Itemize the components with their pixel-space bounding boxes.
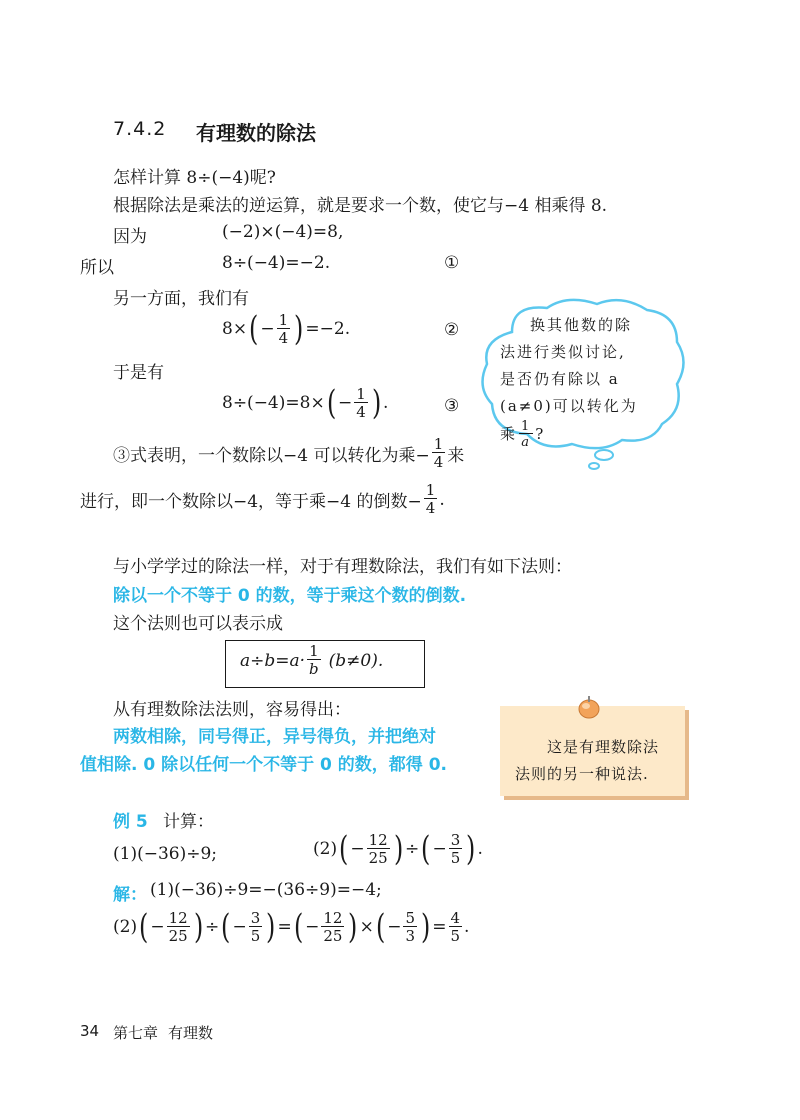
denominator: 25: [323, 926, 343, 945]
denominator: 5: [450, 848, 461, 867]
section-title: 有理数的除法: [196, 121, 316, 145]
right-paren: ): [420, 907, 431, 947]
numerator: 1: [433, 435, 444, 453]
eq3-left: 8÷(−4)=8×: [222, 393, 325, 413]
denominator: b: [309, 660, 319, 678]
fraction: [449, 908, 463, 945]
problem-1: (1)(−36)÷9;: [113, 844, 218, 864]
minus: −: [305, 917, 320, 937]
numerator: 12: [323, 908, 343, 927]
page-number: 34: [80, 1022, 100, 1040]
right-paren: ): [371, 383, 382, 423]
cloud-line-1: 换其他数的除: [530, 316, 633, 334]
equation-tag-3: ③: [444, 396, 460, 416]
period: .: [477, 839, 483, 859]
solution-2: [113, 907, 470, 947]
note-line-1: 这是有理数除法: [547, 738, 660, 756]
formula-right: (b≠0).: [328, 650, 384, 671]
intro-line-2: 根据除法是乘法的逆运算，就是要求一个数，使它与−4 相乘得 8.: [113, 196, 608, 216]
denominator: a: [521, 435, 532, 450]
division-formula: [240, 644, 383, 677]
intro-question: 怎样计算 8÷(−4)呢?: [113, 168, 276, 188]
fraction: [354, 384, 368, 421]
solution-1: (1)(−36)÷9=−(36÷9)=−4;: [150, 880, 382, 900]
denominator: 25: [168, 926, 188, 945]
numerator: 1: [521, 419, 532, 434]
numerator: 1: [278, 310, 289, 329]
minus: −: [150, 917, 165, 937]
numerator: 1: [425, 481, 436, 499]
divide-sign: ÷: [404, 839, 420, 859]
equation-3: [222, 383, 389, 423]
eq3-right: .: [383, 393, 389, 413]
fraction: [424, 483, 438, 516]
pushpin-icon: [576, 694, 602, 724]
numerator: 12: [168, 908, 188, 927]
because-word: 因为: [113, 227, 147, 247]
equation-2: [222, 309, 351, 349]
fraction: [403, 908, 417, 945]
numerator: 5: [405, 908, 415, 927]
denominator: 4: [356, 402, 366, 421]
left-paren: (: [139, 907, 149, 947]
problem-2-label: (2): [313, 839, 338, 859]
eq2-right: =−2.: [305, 319, 351, 339]
period: .: [464, 917, 470, 937]
so-equation: 8÷(−4)=−2.: [222, 253, 331, 273]
example-task: 计算：: [163, 812, 214, 832]
numerator: 3: [250, 908, 261, 927]
numerator: 12: [368, 830, 388, 849]
so-word: 所以: [80, 258, 114, 278]
fraction: [167, 908, 190, 945]
fraction: [277, 310, 291, 347]
right-paren: ): [466, 829, 476, 869]
sign-rule-line-2: 值相除. 0 除以任何一个不等于 0 的数，都得 0.: [80, 755, 447, 775]
denominator: 4: [425, 499, 436, 517]
left-paren: (: [339, 829, 349, 869]
fraction: [307, 644, 321, 677]
because-equation: (−2)×(−4)=8,: [222, 222, 344, 242]
denominator: 4: [278, 328, 289, 347]
equals-sign: =: [432, 917, 447, 937]
note-line-2: 法则的另一种说法.: [515, 765, 649, 783]
right-paren: ): [193, 907, 203, 947]
note-text: [515, 734, 675, 788]
left-paren: (: [249, 309, 259, 349]
left-paren: (: [421, 829, 431, 869]
denominator: 5: [450, 926, 461, 945]
chapter-name: 有理数: [168, 1024, 214, 1042]
cloud-line-5: [500, 420, 660, 449]
fraction: [432, 437, 446, 470]
divide-sign: ÷: [204, 917, 220, 937]
minus: −: [387, 917, 402, 937]
fraction: [519, 420, 533, 449]
sign-rule-line-1: 两数相除，同号得正，异号得负，并把绝对: [113, 727, 436, 747]
times-sign: ×: [359, 917, 374, 937]
numerator: 3: [450, 830, 461, 849]
minus: −: [432, 839, 447, 859]
right-paren: ): [348, 907, 358, 947]
expl2-end: .: [439, 489, 445, 510]
expl1-text: ③式表明，一个数除以−4 可以转化为乘−: [113, 446, 430, 466]
rule-intro: 与小学学过的除法一样，对于有理数除法，我们有如下法则：: [113, 557, 572, 577]
formula-left: a÷b=a·: [240, 650, 306, 671]
another-hand-text: 另一方面，我们有: [113, 289, 249, 309]
denominator: 3: [405, 926, 415, 945]
cloud-line-3: 是否仍有除以 a: [500, 370, 620, 388]
equals-sign: =: [277, 917, 292, 937]
expl1-end: 来: [447, 446, 465, 466]
numerator: 1: [309, 642, 319, 660]
left-paren: (: [326, 383, 336, 423]
then-word: 于是有: [113, 363, 164, 383]
denominator: 4: [433, 453, 444, 471]
explanation-line-2: [80, 483, 445, 516]
expl2-text: 进行，即一个数除以−4，等于乘−4 的倒数−: [80, 492, 422, 512]
example-label: 例 5: [113, 812, 148, 832]
left-paren: (: [293, 907, 304, 947]
fraction: [321, 908, 344, 945]
problem-2: [313, 829, 483, 869]
cloud-line-5a: 乘: [500, 425, 518, 443]
explanation-line-1: [113, 437, 464, 470]
left-paren: (: [375, 907, 386, 947]
denominator: 25: [368, 848, 388, 867]
minus: −: [232, 917, 247, 937]
equation-tag-1: ①: [444, 253, 460, 273]
solution-2-label: (2): [113, 917, 138, 937]
right-paren: ): [393, 829, 403, 869]
cloud-line-4: (a≠0)可以转化为: [500, 397, 638, 415]
numerator: 1: [356, 384, 366, 403]
section-number: 7.4.2: [113, 118, 167, 140]
cloud-text: [500, 312, 660, 449]
denominator: 5: [250, 926, 261, 945]
fraction: [449, 830, 463, 867]
fraction: [367, 830, 390, 867]
left-paren: (: [221, 907, 231, 947]
fraction: [249, 908, 263, 945]
numerator: 4: [450, 908, 461, 927]
eq2-minus: −: [260, 319, 275, 339]
derive-text: 从有理数除法法则，容易得出：: [113, 700, 351, 720]
eq3-minus: −: [337, 393, 353, 413]
cloud-line-5b: ?: [535, 425, 546, 443]
right-paren: ): [294, 309, 304, 349]
solution-label: 解：: [113, 885, 147, 905]
right-paren: ): [266, 907, 276, 947]
chapter-label: 第七章: [113, 1024, 159, 1042]
minus: −: [350, 839, 365, 859]
cloud-line-2: 法进行类似讨论,: [500, 343, 626, 361]
rule-also: 这个法则也可以表示成: [113, 614, 283, 634]
equation-tag-2: ②: [444, 320, 460, 340]
eq2-left: 8×: [222, 319, 248, 339]
division-rule: 除以一个不等于 0 的数，等于乘这个数的倒数.: [113, 586, 467, 606]
